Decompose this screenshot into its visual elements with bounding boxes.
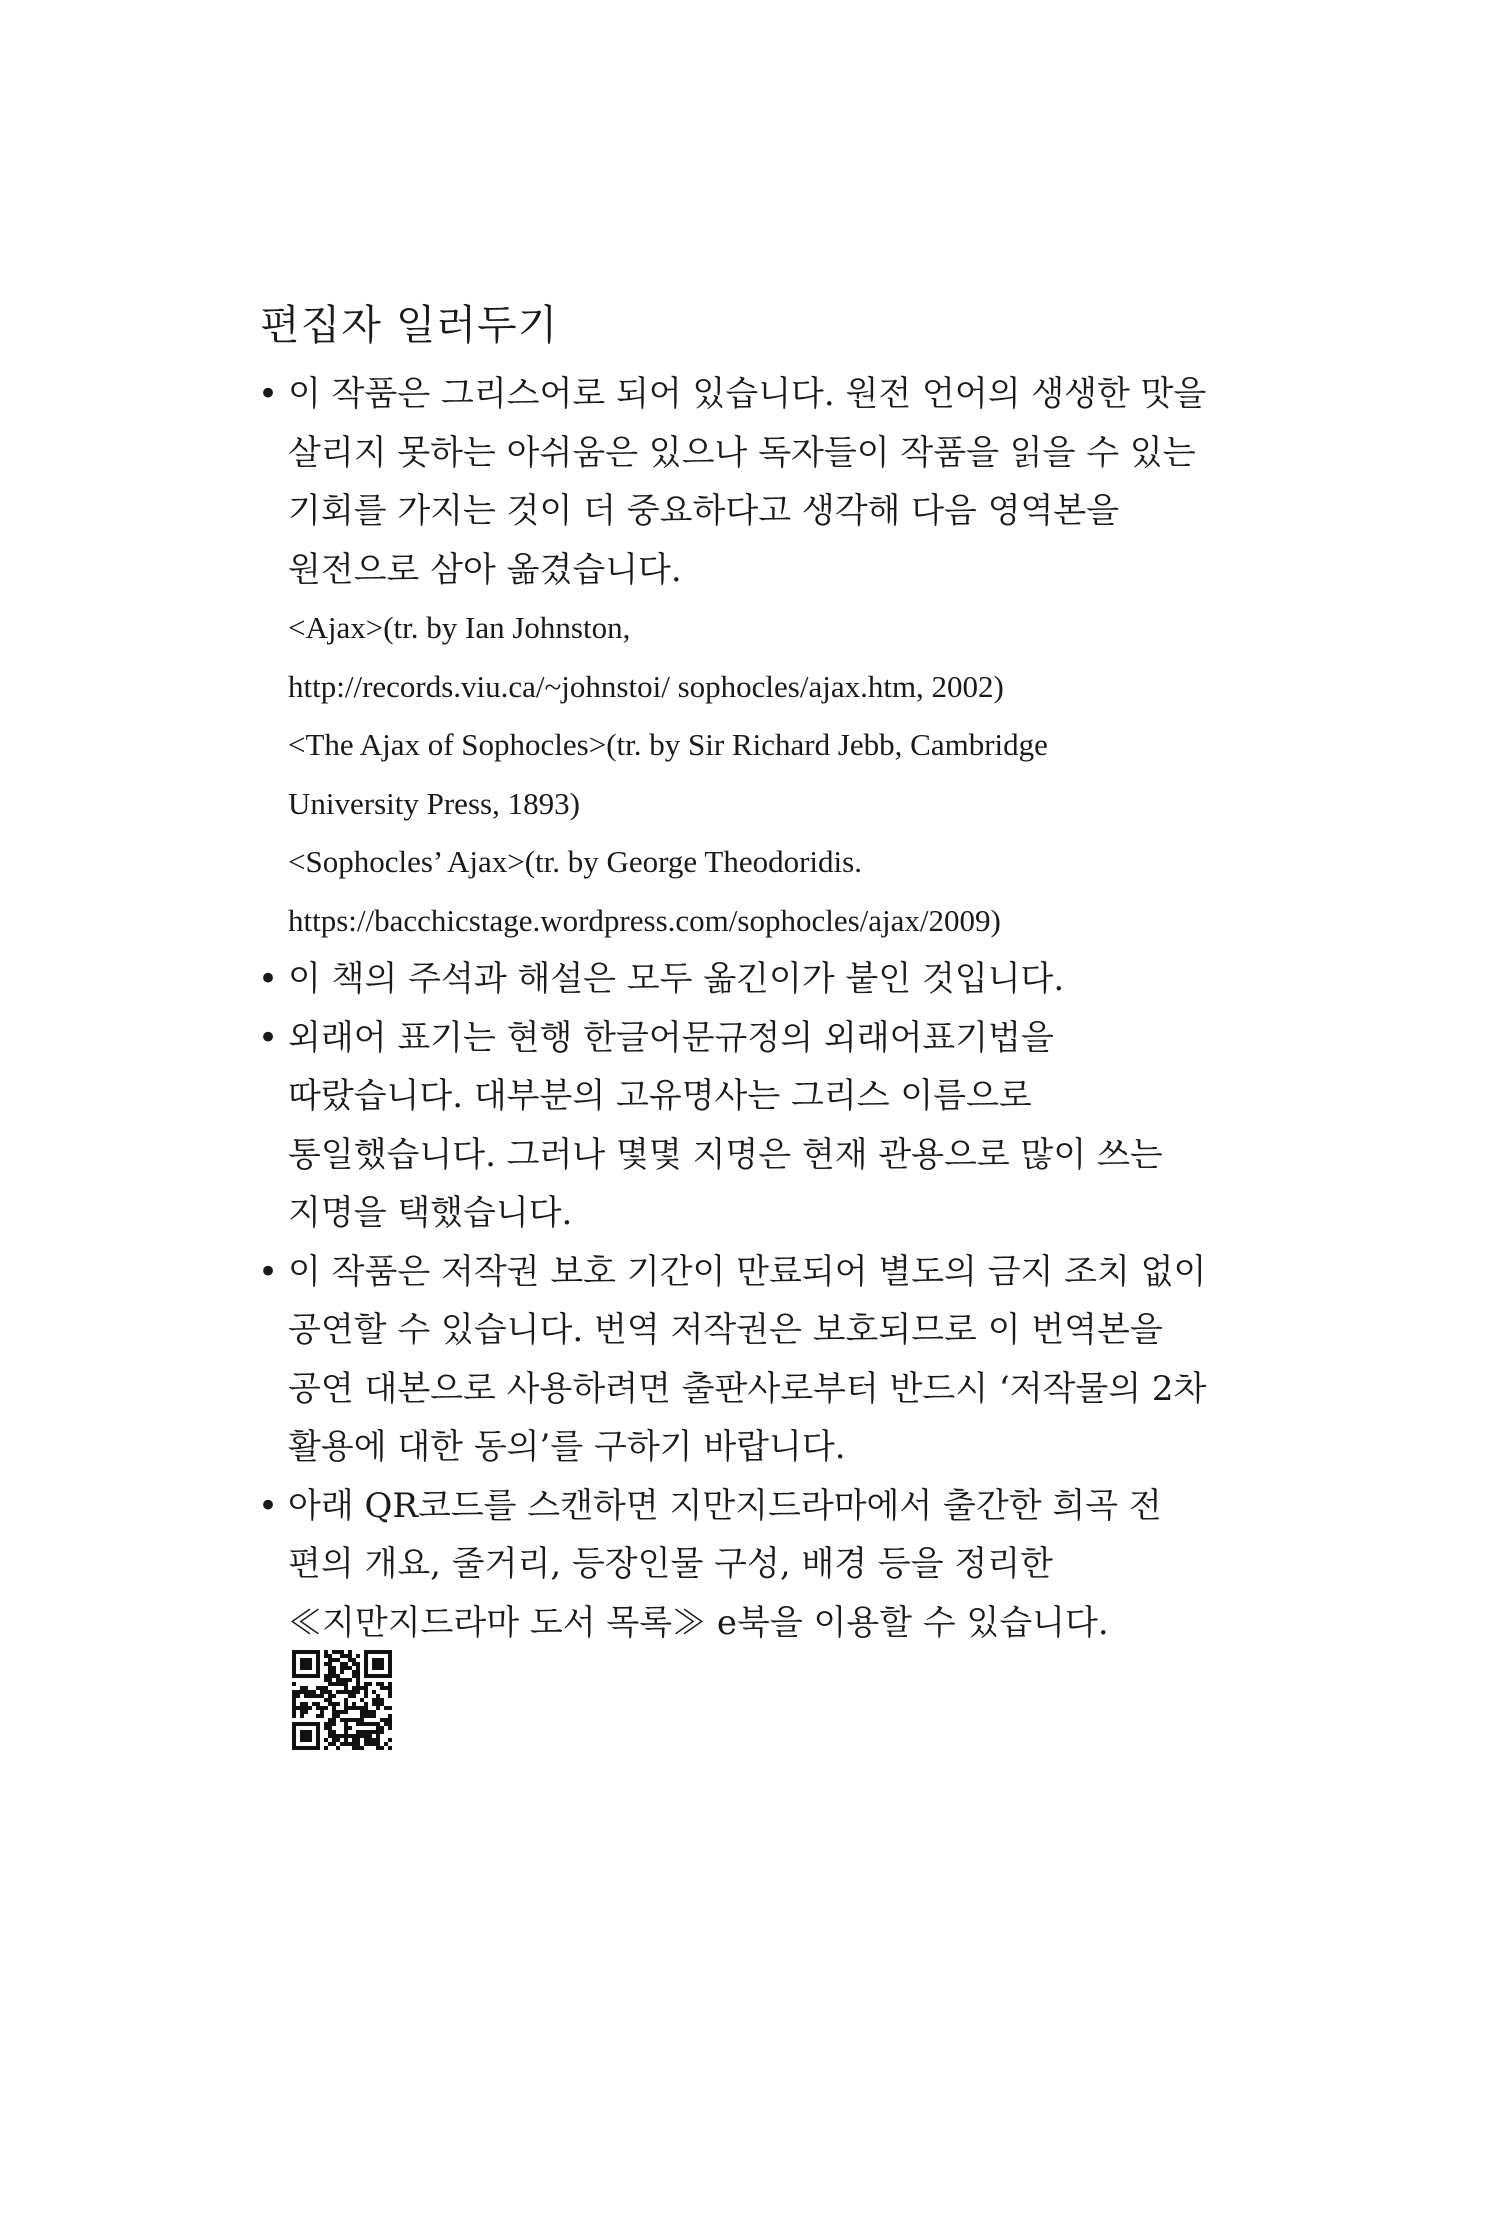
- qr-module: [348, 1690, 352, 1694]
- qr-module: [364, 1734, 368, 1738]
- qr-module: [380, 1698, 384, 1702]
- qr-module: [364, 1706, 368, 1710]
- qr-module: [312, 1690, 316, 1694]
- qr-module: [336, 1702, 340, 1706]
- qr-module: [376, 1730, 380, 1734]
- qr-module: [308, 1694, 312, 1698]
- qr-module: [352, 1702, 356, 1706]
- qr-module: [372, 1738, 376, 1742]
- qr-module: [380, 1746, 384, 1750]
- qr-module: [324, 1674, 328, 1678]
- qr-module: [348, 1650, 352, 1654]
- qr-module: [356, 1730, 360, 1734]
- qr-module: [304, 1694, 308, 1698]
- note-line: ≪지만지드라마 도서 목록≫ e북을 이용할 수 있습니다.: [288, 1602, 1109, 1643]
- qr-module: [368, 1730, 372, 1734]
- qr-module: [352, 1694, 356, 1698]
- qr-module: [372, 1714, 376, 1718]
- reference-url: https://bacchicstage.wordpress.com/sophocles/ajax/2009): [288, 902, 1001, 938]
- qr-module: [344, 1738, 348, 1742]
- note-line: 이 작품은 그리스어로 되어 있습니다. 원전 언어의 생생한 맛을: [288, 374, 1207, 414]
- qr-module: [296, 1690, 300, 1694]
- qr-module: [320, 1690, 324, 1694]
- qr-module: [320, 1710, 324, 1714]
- note-line: 외래어 표기는 현행 한글어문규정의 외래어표기법을: [288, 1017, 1054, 1058]
- qr-module: [368, 1714, 372, 1718]
- qr-module: [388, 1718, 392, 1722]
- qr-module: [348, 1666, 352, 1670]
- qr-module: [344, 1718, 348, 1722]
- qr-module: [332, 1702, 336, 1706]
- qr-module: [292, 1694, 296, 1698]
- qr-module: [384, 1722, 388, 1726]
- qr-module: [300, 1714, 304, 1718]
- qr-module: [388, 1714, 392, 1718]
- bullet: •: [258, 1251, 279, 1292]
- qr-module: [388, 1690, 392, 1694]
- qr-module: [376, 1702, 380, 1706]
- qr-module: [388, 1706, 392, 1710]
- qr-module: [344, 1742, 348, 1746]
- qr-module: [340, 1678, 344, 1682]
- qr-module: [388, 1682, 392, 1686]
- qr-module: [372, 1742, 376, 1746]
- qr-module: [328, 1742, 332, 1746]
- qr-module: [332, 1714, 336, 1718]
- qr-module: [344, 1678, 348, 1682]
- qr-module: [388, 1726, 392, 1730]
- qr-module: [292, 1714, 296, 1718]
- qr-module: [300, 1658, 312, 1670]
- qr-module: [376, 1706, 380, 1710]
- note-line: 아래 QR코드를 스캔하면 지만지드라마에서 출간한 희곡 전: [288, 1485, 1162, 1526]
- qr-module: [356, 1742, 360, 1746]
- qr-module: [328, 1682, 332, 1686]
- qr-module: [352, 1738, 356, 1742]
- qr-module: [332, 1718, 336, 1722]
- qr-module: [356, 1686, 360, 1690]
- qr-module: [340, 1662, 344, 1666]
- note-line: 기회를 가지는 것이 더 중요하다고 생각해 다음 영역본을: [288, 491, 1120, 531]
- qr-module: [332, 1650, 336, 1654]
- qr-module: [300, 1710, 304, 1714]
- qr-module: [356, 1718, 360, 1722]
- qr-module: [380, 1718, 384, 1722]
- qr-module: [380, 1702, 384, 1706]
- qr-module: [332, 1658, 336, 1662]
- qr-module: [336, 1746, 340, 1750]
- qr-module: [352, 1670, 356, 1674]
- qr-module: [352, 1734, 356, 1738]
- qr-module: [324, 1662, 328, 1666]
- qr-module: [388, 1722, 392, 1726]
- qr-module: [320, 1686, 324, 1690]
- qr-module: [356, 1678, 360, 1682]
- qr-module: [368, 1734, 372, 1738]
- qr-module: [336, 1734, 340, 1738]
- qr-module: [332, 1674, 336, 1678]
- qr-module: [352, 1742, 356, 1746]
- qr-module: [356, 1666, 360, 1670]
- qr-module: [292, 1682, 296, 1686]
- qr-module: [316, 1694, 320, 1698]
- note-line: 활용에 대한 동의’를 구하기 바랍니다.: [288, 1427, 846, 1467]
- qr-module: [336, 1650, 340, 1654]
- qr-module: [344, 1690, 348, 1694]
- qr-module: [380, 1686, 384, 1690]
- notes-list: [258, 365, 1258, 1652]
- qr-module: [344, 1682, 348, 1686]
- qr-module: [344, 1662, 348, 1666]
- qr-module: [372, 1710, 376, 1714]
- qr-module: [376, 1682, 380, 1686]
- qr-module: [332, 1730, 336, 1734]
- qr-module: [372, 1702, 376, 1706]
- qr-module: [372, 1658, 384, 1670]
- note-line: 편의 개요, 줄거리, 등장인물 구성, 배경 등을 정리한: [288, 1544, 1053, 1584]
- qr-module: [376, 1726, 380, 1730]
- qr-module: [316, 1686, 320, 1690]
- qr-module: [356, 1682, 360, 1686]
- qr-module: [308, 1706, 312, 1710]
- qr-module: [328, 1654, 332, 1658]
- qr-module: [304, 1710, 308, 1714]
- qr-module: [360, 1746, 364, 1750]
- qr-module: [388, 1686, 392, 1690]
- qr-module: [356, 1706, 360, 1710]
- qr-module: [340, 1690, 344, 1694]
- qr-module: [316, 1706, 320, 1710]
- qr-module: [356, 1654, 360, 1658]
- qr-module: [348, 1678, 352, 1682]
- reference-line: <The Ajax of Sophocles>(tr. by Sir Richard Jebb, Cambridge: [288, 727, 1048, 762]
- qr-module: [316, 1714, 320, 1718]
- qr-module: [332, 1738, 336, 1742]
- qr-module: [352, 1686, 356, 1690]
- qr-module: [348, 1654, 352, 1658]
- qr-module: [348, 1706, 352, 1710]
- qr-module: [340, 1734, 344, 1738]
- qr-module: [340, 1666, 344, 1670]
- qr-module: [384, 1742, 388, 1746]
- qr-module: [352, 1658, 356, 1662]
- qr-module: [324, 1746, 328, 1750]
- qr-module: [364, 1702, 368, 1706]
- qr-module: [324, 1706, 328, 1710]
- qr-module: [300, 1702, 304, 1706]
- qr-module: [328, 1730, 332, 1734]
- qr-module: [304, 1690, 308, 1694]
- qr-module: [352, 1706, 356, 1710]
- qr-module: [328, 1658, 332, 1662]
- qr-module: [360, 1730, 364, 1734]
- note-line: 살리지 못하는 아쉬움은 있으나 독자들이 작품을 읽을 수 있는: [288, 432, 1196, 473]
- qr-module: [340, 1654, 344, 1658]
- qr-module: [292, 1690, 296, 1694]
- qr-module: [336, 1658, 340, 1662]
- qr-module: [348, 1718, 352, 1722]
- qr-module: [344, 1698, 348, 1702]
- qr-module: [388, 1738, 392, 1742]
- qr-module: [324, 1722, 328, 1726]
- qr-module: [352, 1662, 356, 1666]
- qr-module: [368, 1722, 372, 1726]
- qr-module: [292, 1710, 296, 1714]
- qr-module: [332, 1694, 336, 1698]
- bullet: •: [258, 374, 279, 414]
- qr-module: [328, 1662, 332, 1666]
- qr-module: [372, 1730, 376, 1734]
- qr-module: [352, 1674, 356, 1678]
- qr-module: [328, 1702, 332, 1706]
- qr-module: [340, 1650, 344, 1654]
- qr-module: [368, 1738, 372, 1742]
- note-line: 이 작품은 저작권 보호 기간이 만료되어 별도의 금지 조치 없이: [288, 1251, 1207, 1292]
- qr-module: [336, 1738, 340, 1742]
- qr-module: [300, 1706, 304, 1710]
- qr-module: [332, 1666, 336, 1670]
- note-line: 이 책의 주석과 해설은 모두 옮긴이가 붙인 것입니다.: [288, 959, 1065, 999]
- qr-module: [344, 1734, 348, 1738]
- qr-module: [344, 1666, 348, 1670]
- qr-module: [328, 1718, 332, 1722]
- note-item: [258, 1477, 1258, 1653]
- qr-module: [336, 1678, 340, 1682]
- qr-module: [336, 1690, 340, 1694]
- qr-module: [332, 1710, 336, 1714]
- qr-module: [376, 1734, 380, 1738]
- qr-module: [324, 1654, 328, 1658]
- qr-module: [332, 1722, 336, 1726]
- qr-module: [324, 1726, 328, 1730]
- qr-module: [364, 1722, 368, 1726]
- qr-module: [316, 1702, 320, 1706]
- qr-module: [336, 1682, 340, 1686]
- qr-module: [344, 1654, 348, 1658]
- qr-module: [368, 1742, 372, 1746]
- qr-module: [340, 1710, 344, 1714]
- page-title: 편집자 일러두기: [260, 301, 559, 350]
- qr-module: [332, 1670, 336, 1674]
- qr-module: [344, 1726, 348, 1730]
- qr-module: [328, 1694, 332, 1698]
- qr-module: [328, 1726, 332, 1730]
- qr-module: [344, 1710, 348, 1714]
- qr-code-icon[interactable]: [292, 1650, 392, 1750]
- qr-module: [384, 1718, 388, 1722]
- qr-module: [320, 1706, 324, 1710]
- bullet: •: [258, 1017, 279, 1058]
- qr-module: [380, 1682, 384, 1686]
- qr-module: [344, 1730, 348, 1734]
- qr-module: [364, 1714, 368, 1718]
- qr-module: [376, 1742, 380, 1746]
- note-line: 공연 대본으로 사용하려면 출판사로부터 반드시 ‘저작물의 2차: [288, 1368, 1207, 1409]
- qr-module: [360, 1722, 364, 1726]
- qr-module: [324, 1738, 328, 1742]
- qr-module: [356, 1734, 360, 1738]
- qr-module: [376, 1694, 380, 1698]
- qr-module: [348, 1694, 352, 1698]
- qr-module: [332, 1742, 336, 1746]
- qr-module: [364, 1690, 368, 1694]
- qr-module: [348, 1742, 352, 1746]
- qr-module: [376, 1722, 380, 1726]
- qr-module: [336, 1674, 340, 1678]
- qr-module: [384, 1686, 388, 1690]
- qr-module: [356, 1690, 360, 1694]
- qr-module: [328, 1670, 332, 1674]
- qr-module: [292, 1706, 296, 1710]
- qr-module: [344, 1706, 348, 1710]
- qr-module: [296, 1706, 300, 1710]
- qr-module: [304, 1686, 308, 1690]
- qr-module: [324, 1690, 328, 1694]
- qr-module: [364, 1738, 368, 1742]
- qr-module: [348, 1734, 352, 1738]
- qr-module: [296, 1694, 300, 1698]
- qr-module: [364, 1682, 368, 1686]
- qr-module: [332, 1706, 336, 1710]
- qr-module: [328, 1678, 332, 1682]
- qr-module: [344, 1686, 348, 1690]
- qr-module: [328, 1674, 332, 1678]
- qr-module: [356, 1674, 360, 1678]
- qr-module: [388, 1694, 392, 1698]
- qr-module: [340, 1670, 344, 1674]
- qr-module: [344, 1702, 348, 1706]
- qr-module: [332, 1734, 336, 1738]
- qr-module: [380, 1730, 384, 1734]
- qr-module: [304, 1706, 308, 1710]
- bullet: •: [258, 959, 279, 999]
- qr-module: [340, 1718, 344, 1722]
- qr-module: [344, 1722, 348, 1726]
- qr-module: [300, 1690, 304, 1694]
- qr-module: [328, 1722, 332, 1726]
- note-item: [258, 1243, 1258, 1477]
- qr-module: [336, 1710, 340, 1714]
- qr-module: [360, 1734, 364, 1738]
- qr-module: [376, 1746, 380, 1750]
- qr-module: [388, 1746, 392, 1750]
- qr-module: [380, 1726, 384, 1730]
- note-item: [258, 950, 1258, 1009]
- note-item: [258, 365, 1258, 950]
- qr-module: [336, 1714, 340, 1718]
- qr-module: [356, 1662, 360, 1666]
- note-item: [258, 1009, 1258, 1243]
- qr-module: [340, 1682, 344, 1686]
- qr-module: [376, 1698, 380, 1702]
- qr-module: [360, 1718, 364, 1722]
- qr-module: [320, 1694, 324, 1698]
- qr-module: [312, 1694, 316, 1698]
- qr-module: [364, 1686, 368, 1690]
- qr-module: [364, 1730, 368, 1734]
- qr-module: [364, 1710, 368, 1714]
- qr-module: [324, 1650, 328, 1654]
- qr-module: [332, 1682, 336, 1686]
- qr-module: [372, 1698, 376, 1702]
- qr-module: [372, 1722, 376, 1726]
- note-line: 원전으로 삼아 옮겼습니다.: [288, 549, 682, 590]
- qr-module: [328, 1698, 332, 1702]
- qr-module: [364, 1694, 368, 1698]
- qr-module: [328, 1690, 332, 1694]
- qr-module: [324, 1698, 328, 1702]
- qr-module: [328, 1666, 332, 1670]
- qr-module: [360, 1686, 364, 1690]
- reference-line: <Ajax>(tr. by Ian Johnston,: [288, 610, 631, 645]
- qr-module: [356, 1722, 360, 1726]
- qr-module: [308, 1690, 312, 1694]
- qr-module: [364, 1742, 368, 1746]
- qr-code-graphic: [292, 1650, 392, 1750]
- qr-module: [324, 1686, 328, 1690]
- note-line: 공연할 수 있습니다. 번역 저작권은 보호되므로 이 번역본을: [288, 1310, 1163, 1350]
- qr-module: [376, 1738, 380, 1742]
- note-line: 따랐습니다. 대부분의 고유명사는 그리스 이름으로: [288, 1076, 1032, 1116]
- bullet: •: [258, 1485, 279, 1526]
- qr-module: [356, 1738, 360, 1742]
- qr-module: [372, 1690, 376, 1694]
- qr-module: [368, 1710, 372, 1714]
- qr-module: [352, 1746, 356, 1750]
- qr-module: [360, 1706, 364, 1710]
- qr-module: [304, 1702, 308, 1706]
- qr-module: [312, 1702, 316, 1706]
- qr-module: [360, 1714, 364, 1718]
- qr-module: [300, 1686, 304, 1690]
- qr-module: [292, 1698, 296, 1702]
- qr-module: [328, 1734, 332, 1738]
- qr-module: [352, 1690, 356, 1694]
- qr-module: [292, 1702, 296, 1706]
- qr-module: [324, 1678, 328, 1682]
- note-line: 통일했습니다. 그러나 몇몇 지명은 현재 관용으로 많이 쓰는: [288, 1134, 1163, 1175]
- qr-module: [356, 1746, 360, 1750]
- reference-url: http://records.viu.ca/~johnstoi/ sophocles/ajax.htm, 2002): [288, 668, 1004, 704]
- qr-module: [360, 1698, 364, 1702]
- qr-module: [368, 1682, 372, 1686]
- note-line: 지명을 택했습니다.: [288, 1193, 573, 1233]
- qr-module: [300, 1730, 312, 1742]
- qr-module: [384, 1706, 388, 1710]
- qr-module: [348, 1726, 352, 1730]
- qr-module: [356, 1670, 360, 1674]
- reference-line: University Press, 1893): [288, 785, 580, 821]
- qr-module: [360, 1710, 364, 1714]
- qr-module: [352, 1718, 356, 1722]
- qr-module: [340, 1742, 344, 1746]
- qr-module: [348, 1658, 352, 1662]
- reference-line: <Sophocles’ Ajax>(tr. by George Theodoridis.: [288, 844, 862, 879]
- qr-module: [320, 1714, 324, 1718]
